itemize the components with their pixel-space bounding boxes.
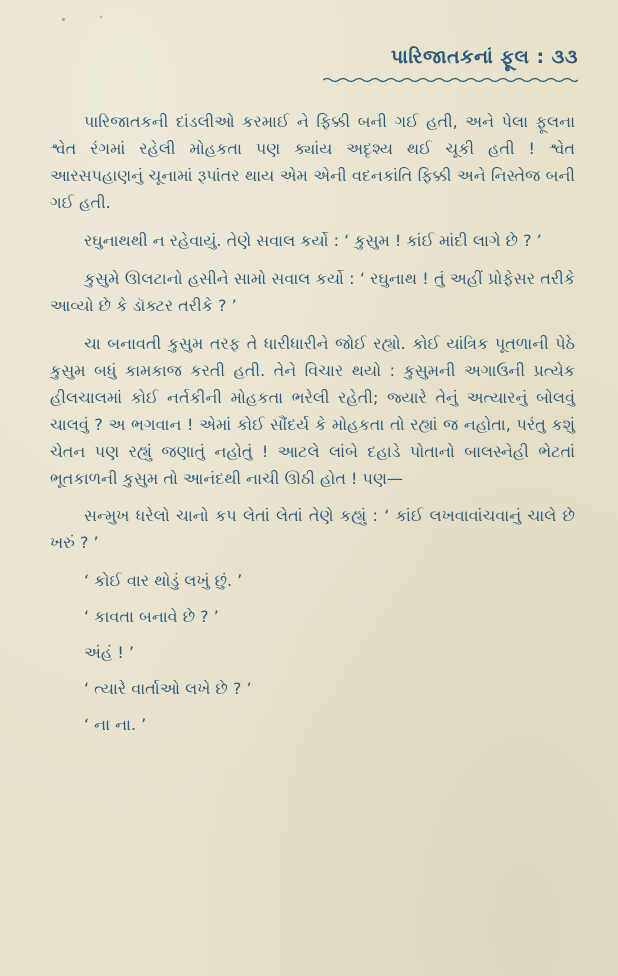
- dialogue-line: ‘ કોઈ વાર થોડું લખું છું. ’: [84, 571, 243, 590]
- paragraph: કુસુમે ઊલટાનો હસીને સામો સવાલ કર્યો : ‘ રઘુનાથ ! તું અહીં પ્રોફેસર તરીકે આવ્યો છે કે ડૉક્ટર તરીકે ? ’: [50, 269, 575, 315]
- body-text: [50, 108, 575, 747]
- paragraph: સન્મુખ ધરેલો ચાનો કપ લેતાં લેતાં તેણે કહ્યું : ‘ કાંઈ લખવાવાંચવાનું ચાલે છે ખરું ? ’: [50, 506, 575, 552]
- paper-speck: [62, 18, 65, 21]
- paragraph: ચા બનાવતી કુસુમ તરફ તે ધારીધારીને જોઈ રહ્યો. કોઈ યાંત્રિક પૂતળાની પેઠે કુસુમ બધું કામકાજ કરતી હતી. તેને વિચાર થયો : કુસુમની અગાઉની પ્રત્યેક હીલચાલમાં કોઈ નર્તકીની મોહકતા ભરેલી રહેતી; જ્યારે તેનું અત્યારનું બોલવું ચાલવું ? અ ભગવાન ! એમાં કોઈ સૌંદર્ય કે મોહકતા તો રહ્યાં જ નહોતા, પરંતુ કશું ચેતન પણ રહ્યું જણાતું નહોતું ! આટલે લાંબે દહાડે પોતાનો બાલસ્નેહી ભેટતાં ભૂતકાળની કુસુમ તો આનંદથી નાચી ઊઠી હોત ! પણ—: [50, 334, 575, 488]
- paragraph: રઘુનાથથી ન રહેવાયું. તેણે સવાલ કર્યો : ‘ કુસુમ ! કાંઈ માંદી લાગે છે ? ’: [84, 231, 542, 250]
- page-header: [323, 46, 578, 87]
- dialogue-line: ‘ કાવતા બનાવે છે ? ’: [84, 607, 219, 626]
- running-head: પારિજાતકનાં ફૂલ : ૩૩: [390, 46, 578, 68]
- dialogue-line: ‘ ના ના. ’: [84, 715, 147, 734]
- dialogue-line: અંહં ! ’: [84, 643, 134, 662]
- header-wavy-rule: [323, 77, 578, 83]
- paper-speck: [100, 16, 102, 18]
- dialogue-line: ‘ ત્યારે વાર્તાઓ લખે છે ? ’: [84, 679, 252, 698]
- paragraph: પારિજાતકની દાંડલીઓ કરમાઈ ને ફિક્કી બની ગઈ હતી, અને પેલા ફૂલના શ્વેત રંગમાં રહેલી મોહકતા પણ ક્યાંય અદૃશ્ય થઈ ચૂકી હતી ! શ્વેત આરસપહાણનું ચૂનામાં રૂપાંતર થાય એમ એની વદનકાંતિ ફિક્કી અને નિસ્તેજ બની ગઈ હતી.: [50, 112, 575, 212]
